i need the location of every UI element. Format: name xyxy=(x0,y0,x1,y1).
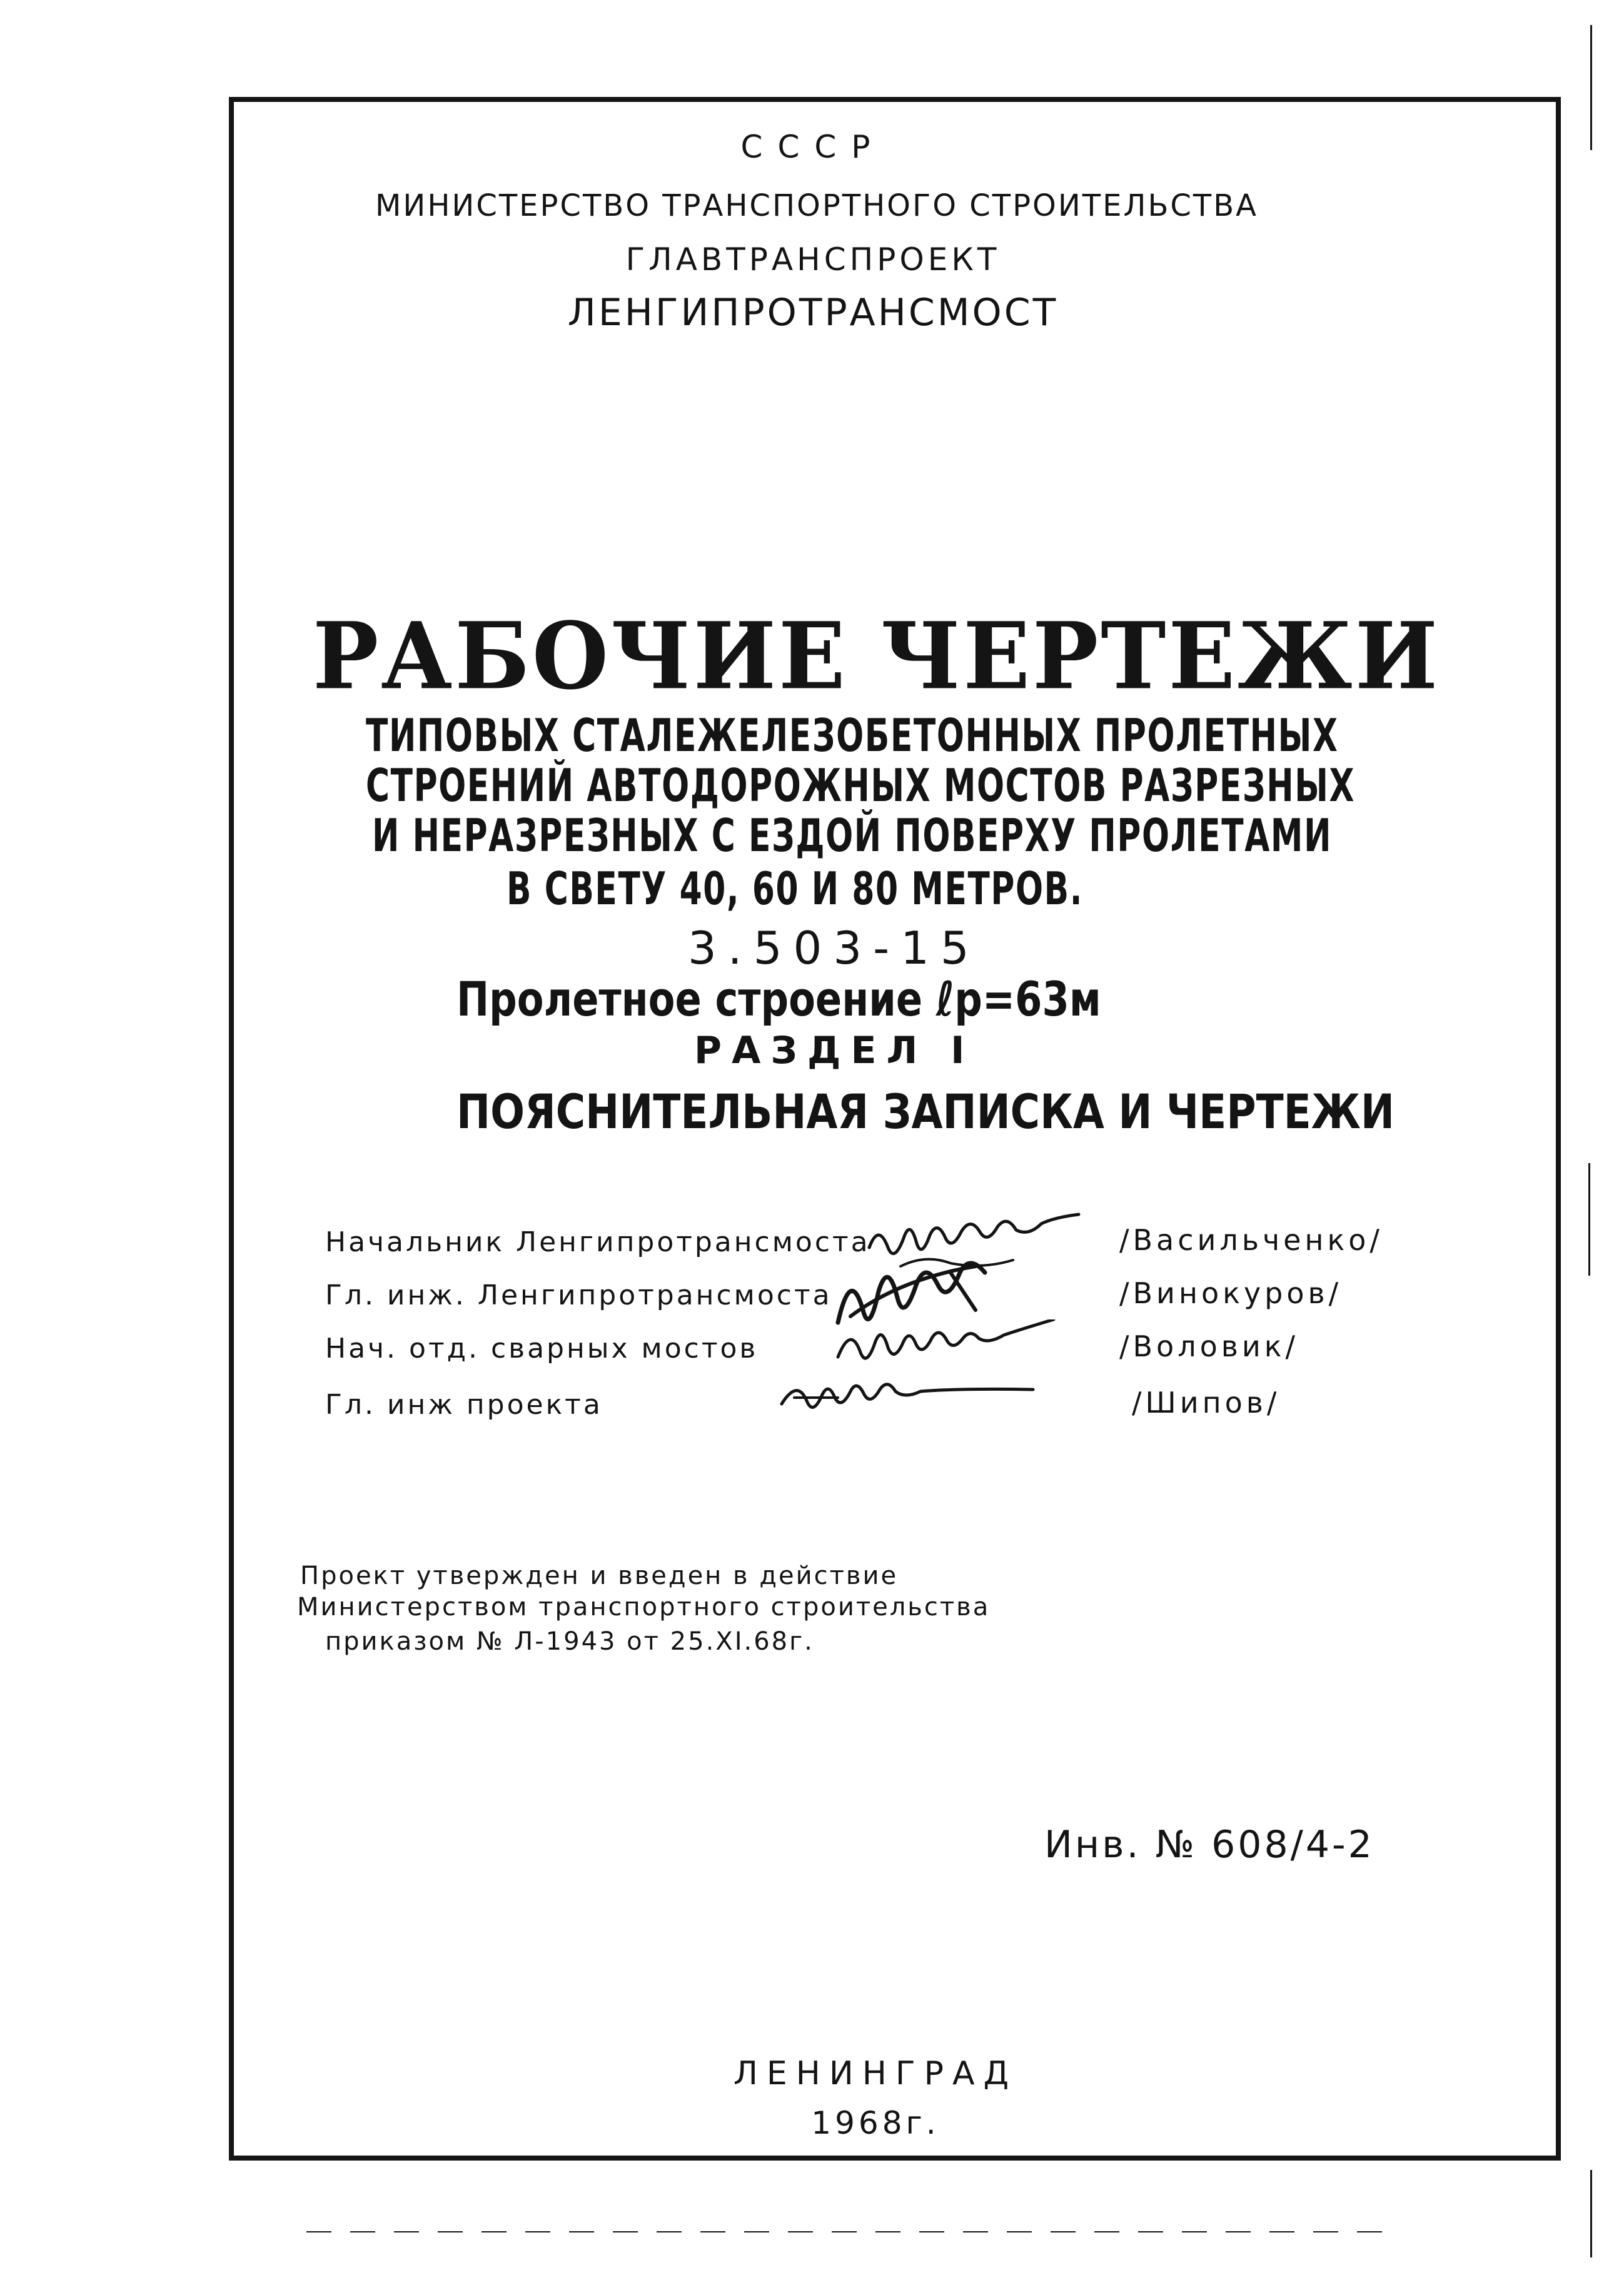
approval-text: Проект утвержден и введен в действие xyxy=(300,1561,899,1590)
ministry-heading: МИНИСТЕРСТВО ТРАНСПОРТНОГО СТРОИТЕЛЬСТВА xyxy=(375,188,1259,223)
subtitle-line: СТРОЕНИЙ АВТОДОРОЖНЫХ МОСТОВ РАЗРЕЗНЫХ xyxy=(366,759,1356,812)
series-number: 3.503-15 xyxy=(688,922,981,974)
subtitle-line: ТИПОВЫХ СТАЛЕЖЕЛЕЗОБЕТОННЫХ ПРОЛЕТНЫХ xyxy=(366,709,1339,762)
section-name: ПОЯСНИТЕЛЬНАЯ ЗАПИСКА И ЧЕРТЕЖИ xyxy=(456,1084,1395,1139)
year-label: 1968г. xyxy=(811,2105,940,2141)
department-heading: ГЛАВТРАНСПРОЕКТ xyxy=(625,241,1001,278)
signatory-role: Гл. инж проекта xyxy=(325,1389,603,1421)
institute-heading: ЛЕНГИПРОТРАНСМОСТ xyxy=(567,291,1059,335)
signatory-role: Начальник Ленгипротрансмоста xyxy=(325,1226,870,1258)
scan-mark xyxy=(1588,1163,1590,1276)
signatory-role: Гл. инж. Ленгипротрансмоста xyxy=(325,1279,832,1311)
subtitle-line: И НЕРАЗРЕЗНЫХ С ЕЗДОЙ ПОВЕРХУ ПРОЛЕТАМИ xyxy=(372,809,1333,862)
span-label: Пролетное строение ℓp=63м xyxy=(456,971,1101,1027)
signatory-role: Нач. отд. сварных мостов xyxy=(325,1333,759,1364)
document-title: РАБОЧИЕ ЧЕРТЕЖИ xyxy=(313,602,1441,711)
signatory-name: /Васильченко/ xyxy=(1119,1223,1383,1257)
scan-mark xyxy=(1590,25,1592,150)
section-label: РАЗДЕЛ I xyxy=(694,1029,975,1072)
scan-mark xyxy=(306,2231,1382,2232)
subtitle-line: В СВЕТУ 40, 60 И 80 МЕТРОВ. xyxy=(507,862,1084,915)
handwritten-signature xyxy=(832,1319,1082,1369)
approval-text: приказом № Л-1943 от 25.XI.68г. xyxy=(325,1627,814,1656)
signatory-name: /Воловик/ xyxy=(1119,1329,1299,1363)
signatory-name: /Шипов/ xyxy=(1132,1386,1281,1420)
scan-mark xyxy=(1590,2170,1592,2257)
inventory-number: Инв. № 608/4-2 xyxy=(1044,1823,1374,1867)
country-heading: СССР xyxy=(740,129,885,165)
approval-text: Министерством транспортного строительства xyxy=(297,1593,991,1622)
handwritten-signature xyxy=(775,1373,1038,1423)
signatory-name: /Винокуров/ xyxy=(1119,1276,1343,1310)
city-label: ЛЕНИНГРАД xyxy=(733,2055,1018,2092)
